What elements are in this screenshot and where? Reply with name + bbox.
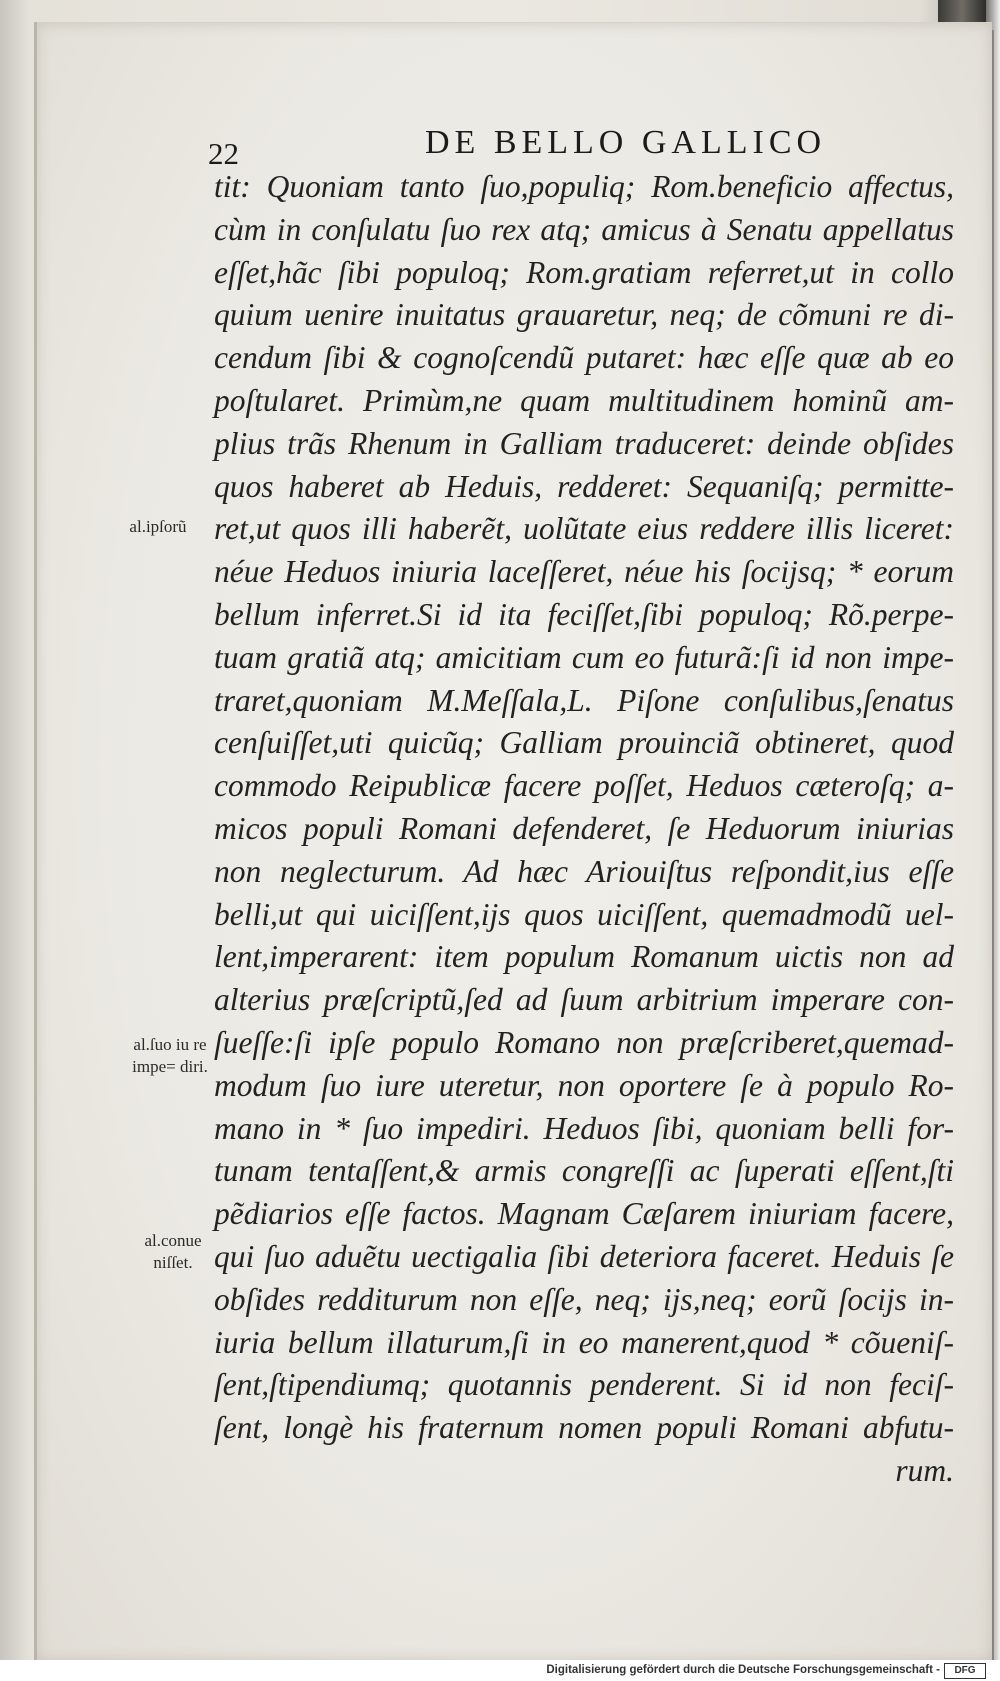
text-line: belli,ut qui uiciſſent,ijs quos uiciſſent, quemadmodũ uel- [214, 896, 954, 932]
text-line: plius trãs Rhenum in Galliam traduceret: deinde obſides [214, 425, 954, 461]
text-line: ſent, longè his fraternum nomen populi Romani abfutu- [214, 1410, 954, 1446]
footer-credit: Digitalisierung gefördert durch die Deutsche Forschungsgemeinschaft - [546, 1664, 940, 1676]
margin-note-2: al.ſuo iu re impe= diri. [132, 1035, 208, 1076]
text-line: ſent,ſtipendiumq; quotannis penderent. Si id non feciſ- [214, 1367, 954, 1403]
page-number: 22 [208, 136, 239, 171]
dfg-logo: DFG [944, 1663, 986, 1679]
text-line: tunam tentaſſent,& armis congreſſi ac ſuperati eſſent,ſti [214, 1153, 954, 1189]
text-line: ret,ut quos illi haberẽt, uolũtate eius reddere illis liceret: [214, 511, 954, 547]
text-line: pẽdiarios eſſe factos. Magnam Cæſarem iniuriam facere, [214, 1196, 954, 1232]
text-line: modum ſuo iure uteretur, non oportere ſe à populo Ro- [214, 1067, 954, 1103]
text-line: traret,quoniam M.Meſſala,L. Piſone conſulibus,ſenatus [214, 682, 954, 718]
text-line: ſueſſe:ſi ipſe populo Romano non præſcriberet,quemad- [214, 1024, 954, 1060]
text-line: rum. [895, 1452, 954, 1488]
page-edge [34, 22, 37, 1660]
text-line: iuria bellum illaturum,ſi in eo manerent,quod * cõueniſ- [214, 1324, 954, 1360]
text-line: quium uenire inuitatus grauaretur, neq; de cõmuni re di- [214, 297, 954, 333]
text-line: poſtularet. Primùm,ne quam multitudinem hominũ am- [214, 382, 954, 418]
text-line: quos haberet ab Heduis, redderet: Sequaniſq; permitte- [214, 468, 954, 504]
text-line: néue Heduos iniuria laceſſeret, néue his ſocijsq; * eorum [214, 554, 954, 590]
text-line: tit: Quoniam tanto ſuo,populiq; Rom.beneficio affectus, [214, 169, 954, 204]
margin-note-3: al.conue niſſet. [144, 1231, 202, 1272]
text-line: qui ſuo aduẽtu uectigalia ſibi deteriora faceret. Heduis ſe [214, 1238, 954, 1274]
text-line: alterius præſcriptũ,ſed ad ſuum arbitrium imperare con- [214, 982, 954, 1018]
text-line: commodo Reipublicæ facere poſſet, Heduos cæteroſq; a- [214, 768, 954, 804]
text-line: obſides redditurum non eſſe, neq; ijs,neq; eorũ ſocijs in- [214, 1281, 954, 1317]
body-text [214, 166, 954, 1493]
text-line: tuam gratiã atq; amicitiam cum eo futurã:ſi id non impe- [214, 639, 954, 675]
text-line: micos populi Romani defenderet, ſe Heduorum iniurias [214, 810, 954, 846]
text-line: mano in * ſuo impediri. Heduos ſibi, quoniam belli for- [214, 1110, 954, 1146]
running-head: DE BELLO GALLICO [425, 124, 827, 161]
text-line: cenſuiſſet,uti quicũq; Galliam prouinciã obtineret, quod [214, 725, 954, 761]
text-line: eſſet,hãc ſibi populoq; Rom.gratiam referret,ut in collo [214, 254, 954, 290]
text-line: cendum ſibi & cognoſcendũ putaret: hæc eſſe quæ ab eo [214, 340, 954, 376]
text-line: non neglecturum. Ad hæc Ariouiſtus reſpondit,ius eſſe [214, 853, 954, 889]
text-line: lent,imperarent: item populum Romanum uictis non ad [214, 939, 954, 975]
text-line: cùm in conſulatu ſuo rex atq; amicus à Senatu appellatus [214, 211, 954, 247]
margin-note-1: al.ipſorũ [129, 517, 187, 536]
text-line: bellum inferret.Si id ita feciſſet,ſibi populoq; Rõ.perpe- [214, 596, 954, 632]
